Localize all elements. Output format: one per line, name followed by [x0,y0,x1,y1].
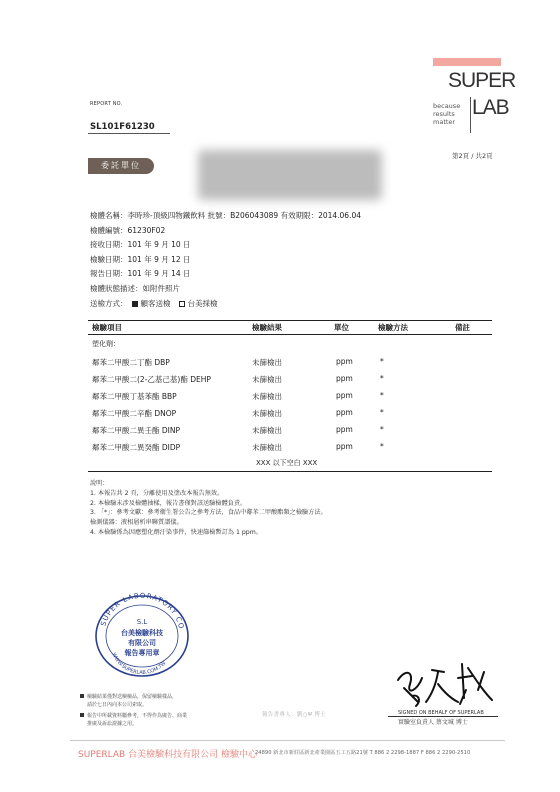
row-item: 鄰苯二甲酸二異壬酯 DINP [92,426,181,435]
sample-condition: 檢體狀態描述：如附件照片 [90,283,180,293]
seal-bottom-text: WWW.SUPERLAB.COM.TW [110,652,168,677]
note-item: 1. 本報告共 2 頁，分離使用及塗改本報告無效。 [90,489,224,497]
commission-unit-label: 委託單位 [88,158,154,174]
bullet-icon [80,694,84,698]
note-item: 檢測儀器：液相層析串聯質譜儀。 [90,519,183,527]
notes-title: 說明： [90,480,109,487]
column-header-method: 檢驗方法 [378,323,408,332]
row-item: 鄰苯二甲酸二異癸酯 DIDP [92,443,181,452]
company-seal-stamp [92,590,192,678]
note-item: 2. 本檢驗未涉及檢體抽樣，報告書僅對該送驗檢體負責。 [90,499,247,507]
row-unit: ppm [336,374,353,383]
disclaimer-line: 推廣及訴訟證據之用。 [87,720,138,727]
row-item: 鄰苯二甲酸丁基苯酯 BBP [92,392,177,401]
row-item: 鄰苯二甲酸二(2-乙基己基)酯 DEHP [92,375,211,384]
table-header-rule [88,334,492,335]
logo-tagline [433,102,460,126]
sample-name: 檢體名稱：李時珍-頂級四物鐵飲料 批號：B206043089 有效期限：2014.06.04 [90,211,362,220]
seal-line-3: 報告專用章 [124,649,160,657]
row-item: 鄰苯二甲酸二辛酯 DNOP [92,409,177,418]
row-result: 未篩檢出 [252,358,282,367]
row-method: * [380,374,384,383]
row-unit: ppm [336,391,353,400]
seal-abbr: S.L [136,618,148,626]
row-method: * [380,425,384,434]
sample-number: 檢體編號：61230F02 [90,225,166,235]
row-result: 未篩檢出 [252,426,282,435]
footer-company: SUPERLAB 台美檢驗科技有限公司 檢驗中心 [78,750,257,760]
delivery-option-customer: 顧客送檢 [140,298,171,308]
table-bottom-rule [88,471,492,472]
note-item: 4. 本檢驗係為因應塑化劑汙染事件，快速篩檢暫訂為 1 ppm。 [90,528,262,536]
redacted-client-info [198,150,382,200]
row-item: 鄰苯二甲酸二丁酯 DBP [92,358,170,367]
report-number: SL101F61230 [90,122,155,132]
divider [88,133,170,134]
row-unit: ppm [336,425,353,434]
disclaimer [80,694,187,728]
bullet-icon [80,713,84,717]
column-header-result: 檢驗結果 [252,323,282,332]
delivery-option-sampling: 台美採檢 [187,298,218,308]
column-header-remarks: 備註 [455,323,470,332]
row-result: 未篩檢出 [252,443,282,452]
checkbox-checked-icon [132,301,138,307]
row-result: 未篩檢出 [252,392,282,401]
handwritten-signature [388,650,498,710]
seal-ring-text: SUPER LABORATORY CO [99,591,186,631]
footer-address: 24890 新北市新莊區新北產業園區五工五路21號 T 886 2 2298-1887 F 886 2 2290-2510 [255,750,471,756]
row-method: * [380,357,384,366]
test-date: 檢驗日期：101 年 9 月 12 日 [90,254,191,264]
row-unit: ppm [336,357,353,366]
row-unit: ppm [336,442,353,451]
report-no-label: REPORT NO. [90,101,123,107]
logo-divider [470,97,471,133]
disclaimer-line: 檢驗結果僅對送檢檢品，保留檢驗樣品， [87,694,178,700]
row-method: * [380,442,384,451]
end-of-table-marker: XXX 以下空白 XXX [256,459,318,467]
row-method: * [380,408,384,417]
seal-line-2: 有限公司 [128,639,156,647]
page-indicator: 第2頁 / 共2頁 [452,152,493,160]
delivery-method-label: 送檢方式： [90,298,128,308]
table-top-rule [88,320,492,321]
seal-line-1: 台美檢驗科技 [121,629,163,637]
notes [90,479,327,538]
faint-stamp-text: 報告書專人：劉○Ψ 博士 [262,712,326,718]
checkbox-empty-icon [179,301,185,307]
row-result: 未篩檢出 [252,409,282,418]
signed-on-behalf-label: SIGNED ON BEHALF OF SUPERLAB [398,710,484,716]
category-label: 塑化劑： [92,340,120,348]
sample-info [90,209,361,311]
report-date: 報告日期：101 年 9 月 14 日 [90,269,191,279]
disclaimer-line: 報告中所載資料屬參考，不得作為廣告、商業 [87,713,188,719]
column-header-unit: 單位 [334,323,349,332]
column-header-item: 檢驗項目 [92,323,122,332]
row-method: * [380,391,384,400]
logo-wordmark-super: SUPER [448,69,516,92]
receive-date: 接收日期：101 年 9 月 10 日 [90,240,191,250]
row-result: 未篩檢出 [252,375,282,384]
disclaimer-line: 請於七日內向本公司索取。 [87,701,148,708]
logo-tagline-line: matter [433,118,456,126]
footer-divider [70,740,505,741]
signer-name: 實驗室負責人 蔡文城 博士 [398,719,468,726]
logo-accent-bar [433,58,501,66]
logo-wordmark-lab: LAB [472,96,509,119]
logo-tagline-line: because [433,102,461,110]
row-unit: ppm [336,408,353,417]
note-item: 3. 「*」：參考文獻：參考衛生署公告之參考方法，食品中鄰苯二甲酸酯類之檢驗方法。 [90,509,327,517]
logo-tagline-line: results [433,110,455,118]
delivery-method [90,297,361,312]
